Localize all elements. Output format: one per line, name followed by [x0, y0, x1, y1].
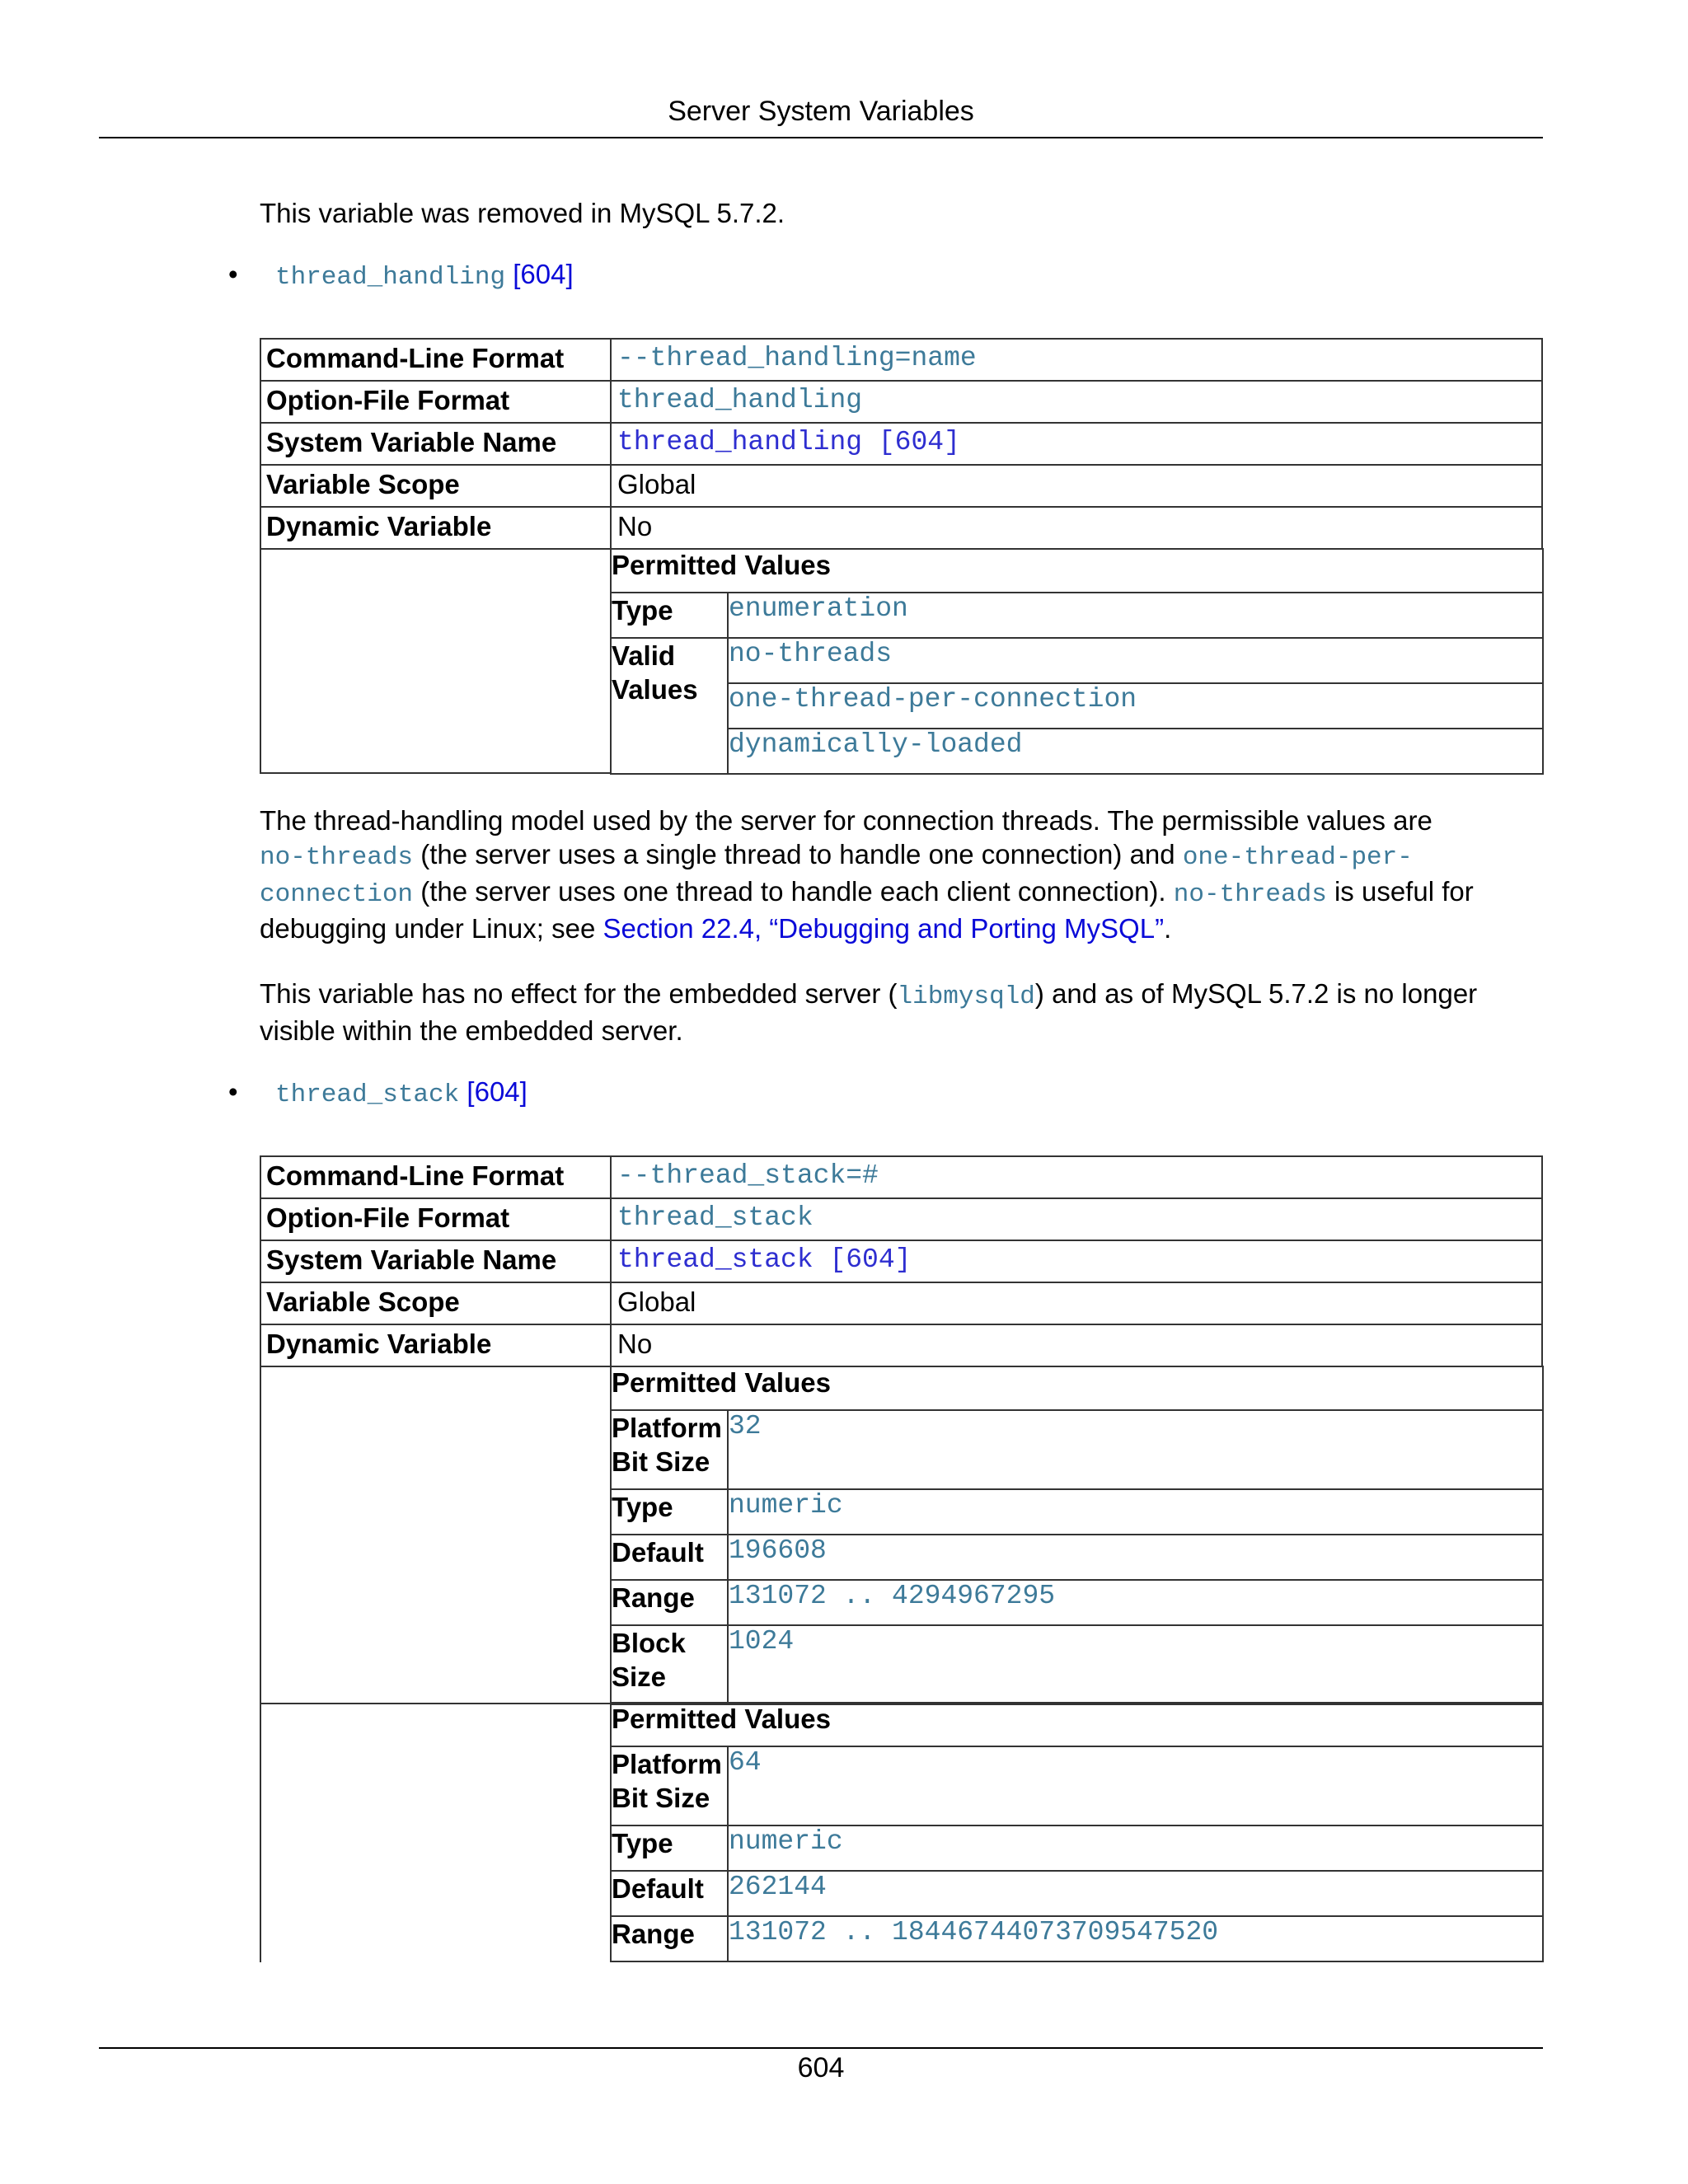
code-one-thread-per-connection-cont: connection: [260, 880, 414, 909]
platform-value: 64: [728, 1746, 1543, 1825]
type-label: Type: [611, 593, 728, 638]
dyn-label: Dynamic Variable: [260, 1324, 611, 1366]
sys-label: System Variable Name: [260, 423, 611, 465]
block-size-value: 1024: [728, 1625, 1543, 1704]
thread-stack-link[interactable]: thread_stack: [275, 1080, 460, 1109]
cmd-value: --thread_stack=#: [611, 1156, 1542, 1198]
valid-value-1: no-threads: [728, 638, 1543, 683]
permitted-values-64-cell: [611, 1704, 1542, 1962]
cmd-label: Command-Line Format: [260, 339, 611, 381]
cmd-label: Command-Line Format: [260, 1156, 611, 1198]
table-row: [260, 1282, 1542, 1324]
desc-text: (the server uses a single thread to handle one connection) and: [420, 839, 1175, 869]
range-label: Range: [611, 1580, 728, 1625]
scope-value: Global: [611, 465, 1542, 507]
platform-value: 32: [728, 1410, 1543, 1489]
table-row: [260, 1198, 1542, 1240]
desc-text: ) and as of MySQL 5.7.2 is no longer: [1034, 978, 1478, 1009]
block-size-label: Block Size: [611, 1625, 728, 1704]
table-row: [260, 339, 1542, 381]
range-value: 131072 .. 4294967295: [728, 1580, 1543, 1625]
thread-handling-page-ref[interactable]: [604]: [513, 259, 574, 289]
dyn-value: No: [611, 1324, 1542, 1366]
default-value: 262144: [728, 1871, 1543, 1916]
opt-value: thread_handling: [611, 381, 1542, 423]
scope-label: Variable Scope: [260, 1282, 611, 1324]
empty-cell: [260, 1366, 611, 1704]
sys-label: System Variable Name: [260, 1240, 611, 1282]
type-label: Type: [611, 1825, 728, 1871]
bullet-icon: •: [228, 259, 238, 289]
permitted-values-heading: Permitted Values: [611, 1366, 1543, 1410]
valid-value-2: one-thread-per-connection: [728, 683, 1543, 729]
valid-values-label: Valid Values: [611, 638, 728, 774]
table-row: [260, 423, 1542, 465]
permitted-values-table: [610, 548, 1544, 775]
table-row: [260, 1366, 1542, 1704]
header-rule: [99, 137, 1543, 138]
thread-handling-description: [260, 804, 1533, 945]
permitted-values-32-cell: [611, 1366, 1542, 1704]
type-value: numeric: [728, 1825, 1543, 1871]
default-label: Default: [611, 1871, 728, 1916]
type-label: Type: [611, 1489, 728, 1535]
permitted-values-32-table: [610, 1366, 1544, 1705]
permitted-values-heading: Permitted Values: [611, 1703, 1543, 1746]
default-label: Default: [611, 1535, 728, 1580]
table-row: [260, 507, 1542, 549]
table-row: [260, 1704, 1542, 1962]
range-label: Range: [611, 1916, 728, 1961]
scope-value: Global: [611, 1282, 1542, 1324]
default-value: 196608: [728, 1535, 1543, 1580]
opt-label: Option-File Format: [260, 381, 611, 423]
page-number: 604: [797, 2052, 845, 2083]
permitted-values-heading: Permitted Values: [611, 549, 1543, 593]
permitted-values-cell: [611, 549, 1542, 773]
footer-rule: [99, 2047, 1543, 2049]
sys-value-link[interactable]: thread_stack [604]: [611, 1240, 1542, 1282]
code-libmysqld: libmysqld: [897, 982, 1035, 1011]
desc-text: This variable has no effect for the embedded server (: [260, 978, 898, 1009]
scope-label: Variable Scope: [260, 465, 611, 507]
permitted-values-64-table: [610, 1702, 1544, 1962]
table-row: [260, 1240, 1542, 1282]
empty-cell: [260, 549, 611, 773]
desc-text: (the server uses one thread to handle each client connection).: [420, 876, 1166, 907]
table-row: [260, 549, 1542, 773]
embedded-server-note: [260, 977, 1543, 1047]
opt-label: Option-File Format: [260, 1198, 611, 1240]
type-value: enumeration: [728, 593, 1543, 638]
platform-label: Platform Bit Size: [611, 1746, 728, 1825]
dyn-label: Dynamic Variable: [260, 507, 611, 549]
desc-text: is useful for: [1334, 876, 1474, 907]
sys-value-link[interactable]: thread_handling [604]: [611, 423, 1542, 465]
table-row: [260, 1324, 1542, 1366]
cmd-value: --thread_handling=name: [611, 339, 1542, 381]
table-row: [260, 1156, 1542, 1198]
bullet-icon: •: [228, 1076, 238, 1107]
thread-handling-table: [260, 338, 1543, 774]
page-content: [228, 165, 1543, 1962]
dyn-value: No: [611, 507, 1542, 549]
valid-value-3: dynamically-loaded: [728, 729, 1543, 774]
removed-note: This variable was removed in MySQL 5.7.2.: [260, 198, 785, 228]
range-value: 131072 .. 18446744073709547520: [728, 1916, 1543, 1961]
desc-text: The thread-handling model used by the server for connection threads. The permissible values are: [260, 805, 1432, 836]
desc-text: .: [1164, 913, 1172, 944]
debugging-section-link[interactable]: Section 22.4, “Debugging and Porting MySQL”: [603, 913, 1165, 944]
thread-stack-table: [260, 1155, 1543, 1962]
thread-handling-link[interactable]: thread_handling: [275, 263, 506, 292]
bullet-thread-handling: [228, 257, 1543, 294]
code-one-thread-per-connection: one-thread-per-: [1182, 843, 1413, 872]
type-value: numeric: [728, 1489, 1543, 1535]
code-no-threads: no-threads: [1173, 880, 1327, 909]
table-row: [260, 381, 1542, 423]
desc-text: visible within the embedded server.: [260, 1015, 683, 1046]
platform-label: Platform Bit Size: [611, 1410, 728, 1489]
page-header-title: Server System Variables: [668, 96, 974, 127]
table-row: [260, 465, 1542, 507]
thread-stack-page-ref[interactable]: [604]: [467, 1076, 528, 1107]
code-no-threads: no-threads: [260, 843, 414, 872]
bullet-thread-stack: [228, 1075, 1543, 1112]
empty-cell: [260, 1704, 611, 1962]
opt-value: thread_stack: [611, 1198, 1542, 1240]
desc-text: debugging under Linux; see: [260, 913, 596, 944]
